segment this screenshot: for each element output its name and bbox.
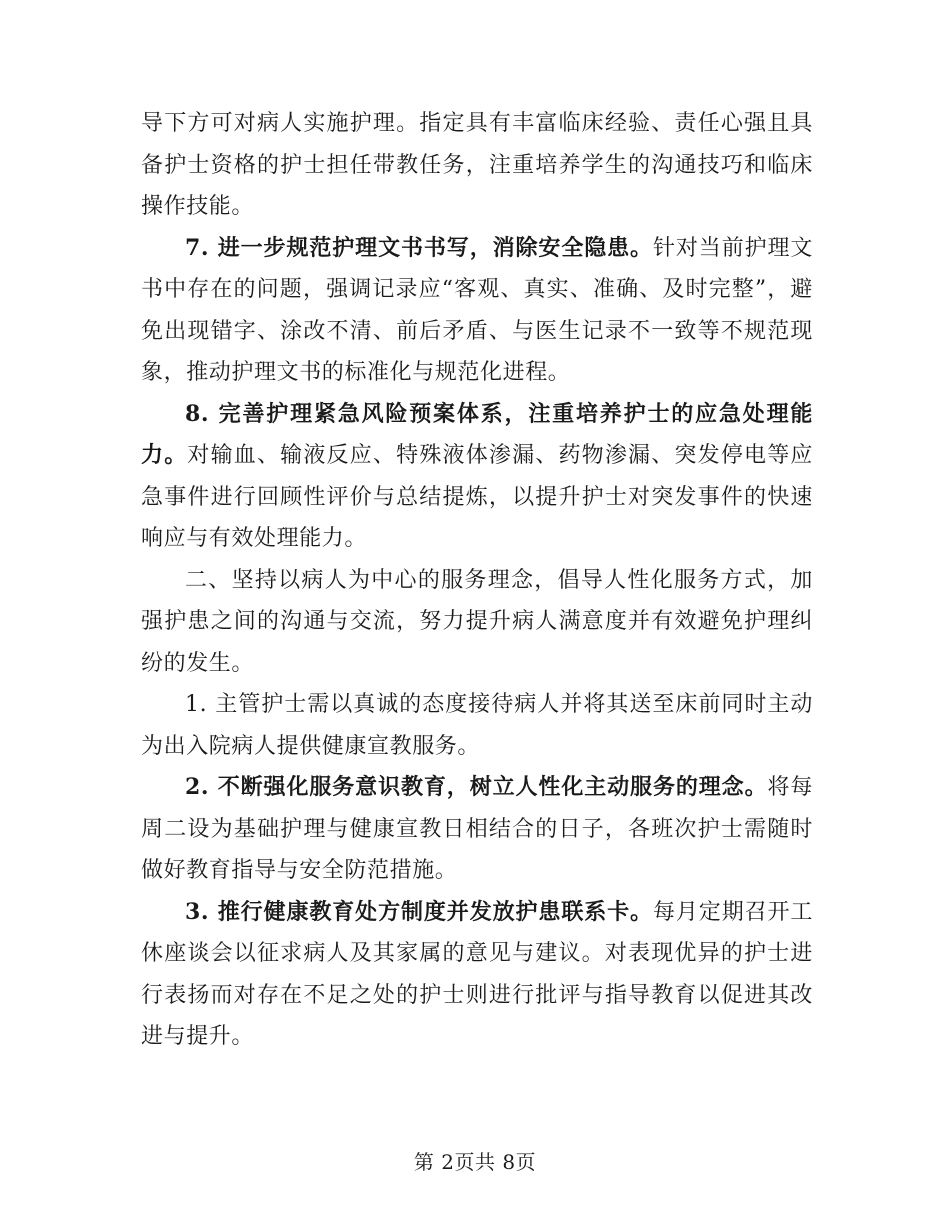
paragraph-sub-3 bbox=[141, 892, 813, 1058]
paragraph-continuation bbox=[141, 103, 813, 228]
paragraph-text: 对输血、输液反应、特殊液体渗漏、药物渗漏、突发停电等应急事件进行回顾性评价与总结提炼，以提升护士对突发事件的快速响应与有效处理能力。 bbox=[141, 443, 814, 551]
paragraph-sub-2 bbox=[141, 767, 813, 892]
paragraph-heading: 7. 进一步规范护理文书书写，消除安全隐患。 bbox=[185, 234, 653, 261]
paragraph-text: 二、坚持以病人为中心的服务理念，倡导人性化服务方式，加强护患之间的沟通与交流，努力提升病人满意度并有效避免护理纠纷的发生。 bbox=[141, 567, 813, 676]
paragraph-text: 1. 主管护士需以真诚的态度接待病人并将其送至床前同时主动为出入院病人提供健康宣教服务。 bbox=[141, 692, 813, 759]
paragraph-heading: 3. 推行健康教育处方制度并发放护患联系卡。 bbox=[185, 898, 653, 925]
paragraph-sub-1 bbox=[141, 684, 813, 767]
page-number-footer: 第 2页共 8页 bbox=[413, 1150, 537, 1174]
paragraph-item-8 bbox=[141, 394, 813, 560]
paragraph-section-2 bbox=[141, 560, 813, 685]
paragraph-item-7 bbox=[141, 228, 813, 394]
paragraph-text: 将每周二设为基础护理与健康宣教日相结合的日子，各班次护士需随时做好教育指导与安全防范措施。 bbox=[141, 775, 814, 883]
paragraph-heading: 2. 不断强化服务意识教育，树立人性化主动服务的理念。 bbox=[185, 774, 768, 800]
paragraph-text: 导下方可对病人实施护理。指定具有丰富临床经验、责任心强且具备护士资格的护士担任带教任务，注重培养学生的沟通技巧和临床操作技能。 bbox=[141, 111, 813, 219]
document-body bbox=[141, 103, 813, 1058]
paragraph-text: 每月定期召开工休座谈会以征求病人及其家属的意见与建议。对表现优异的护士进行表扬而对存在不足之处的护士则进行批评与指导教育以促进其改进与提升。 bbox=[141, 899, 814, 1049]
paragraph-heading: 8. 完善护理紧急风险预案体系，注重培养护士的应急处理能力。 bbox=[141, 400, 813, 468]
paragraph-text: 针对当前护理文书中存在的问题，强调记录应“客观、真实、准确、及时完整”，避免出现错字、涂改不清、前后矛盾、与医生记录不一致等不规范现象，推动护理文书的标准化与规范化进程。 bbox=[141, 235, 814, 385]
